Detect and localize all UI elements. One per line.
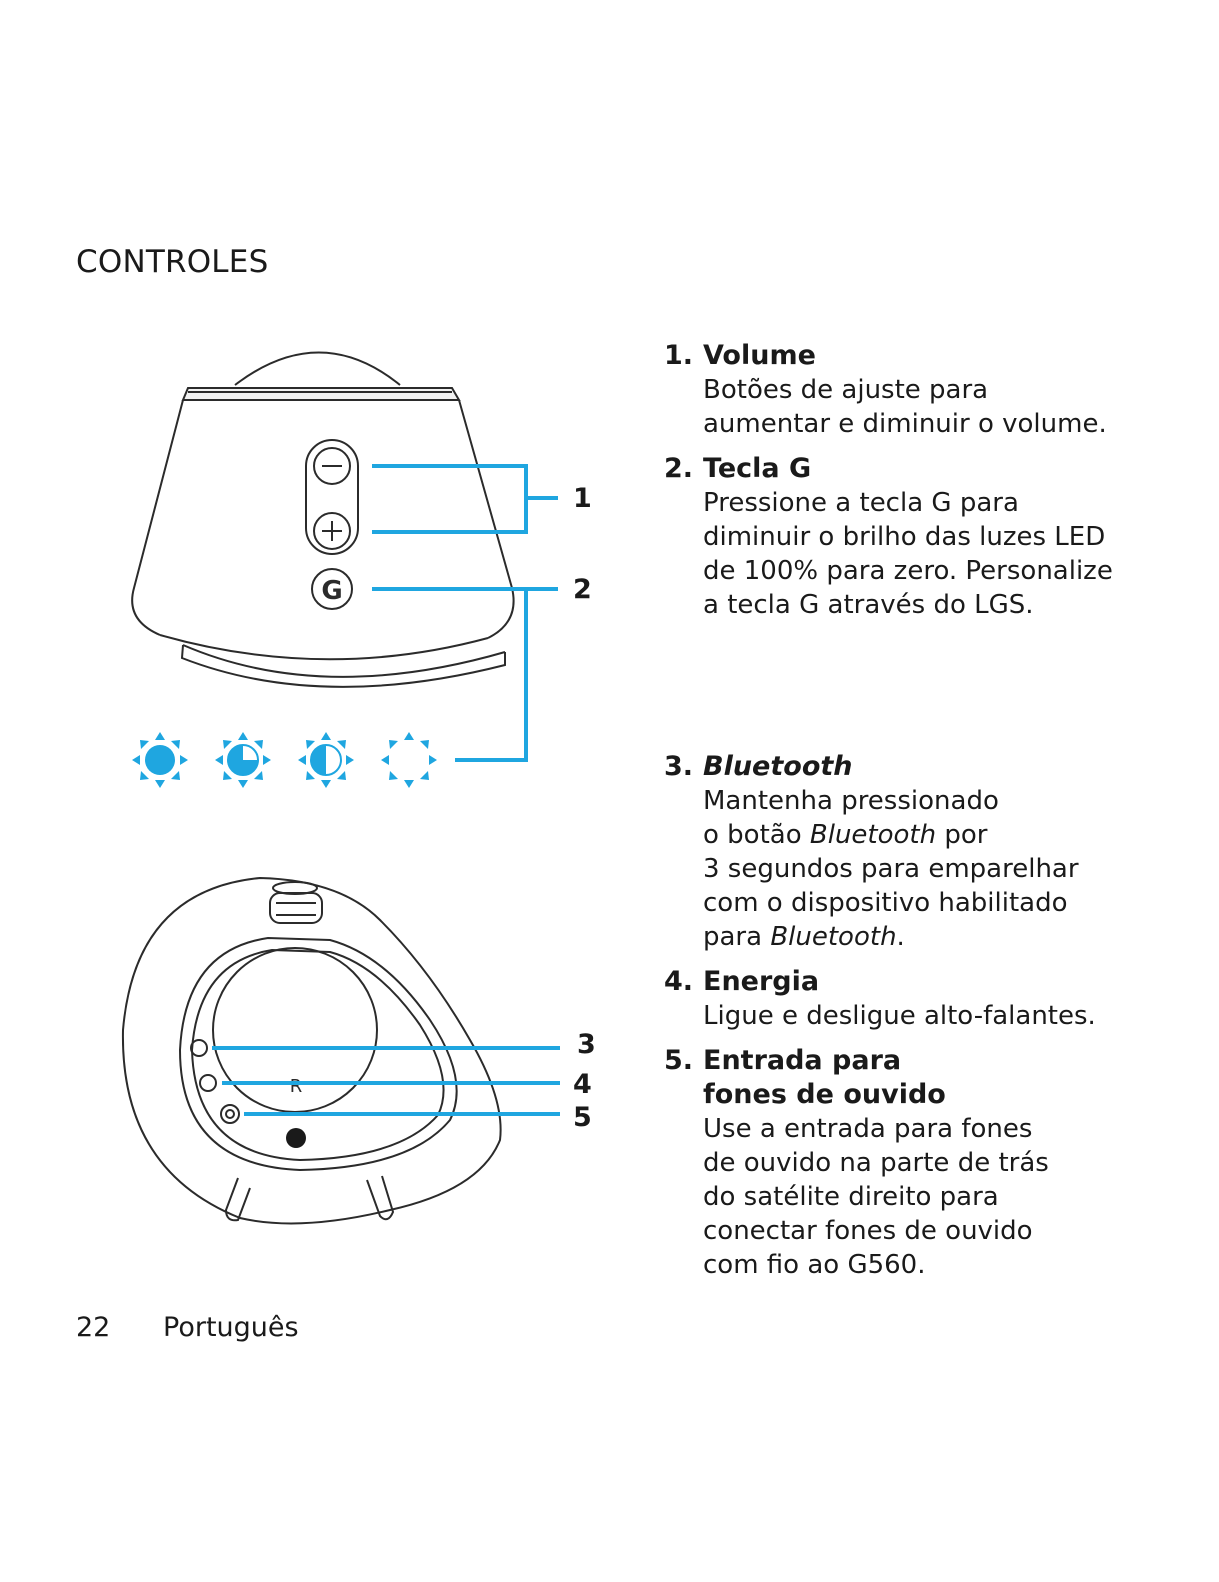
power-button-icon	[200, 1075, 216, 1091]
callout-5: 5	[573, 1102, 592, 1133]
bluetooth-button-icon	[191, 1040, 207, 1056]
callout-4: 4	[573, 1069, 592, 1100]
item-number: 1.	[664, 340, 694, 371]
item-title: Tecla G	[703, 453, 812, 484]
item-desc-line: de ouvido na parte de trás	[703, 1148, 1049, 1178]
item-desc-line	[703, 920, 1184, 954]
item-desc-line: Pressione a tecla G para	[703, 488, 1019, 518]
item-desc-line: conectar fones de ouvido	[703, 1216, 1033, 1246]
item-number: 4.	[664, 966, 694, 997]
item-desc-line	[703, 818, 1184, 852]
list-item-headphone	[664, 1044, 1184, 1282]
item-desc-line: Botões de ajuste para	[703, 375, 989, 405]
speaker-rear-view	[123, 878, 501, 1223]
page-title: CONTROLES	[76, 244, 269, 280]
item-desc-line: Mantenha pressionado	[703, 786, 999, 816]
led-50-icon	[298, 732, 354, 788]
list-item-g-key	[664, 452, 1184, 622]
satellite-side-label: R	[289, 1076, 303, 1097]
item-desc-line: Ligue e desligue alto-falantes.	[703, 1001, 1096, 1031]
item-desc-line: com o dispositivo habilitado	[703, 888, 1068, 918]
text-run: por	[936, 820, 988, 850]
callout-1: 1	[573, 483, 592, 514]
item-title: Entrada para	[703, 1045, 902, 1076]
callout-2: 2	[573, 574, 592, 605]
item-number: 2.	[664, 453, 694, 484]
controls-illustration	[0, 0, 660, 1300]
item-number: 5.	[664, 1045, 694, 1076]
item-desc-line: do satélite direito para	[703, 1182, 999, 1212]
led-75-icon	[215, 732, 271, 788]
callout-lines	[212, 466, 560, 1114]
rear-port-dot	[286, 1128, 306, 1148]
list-item-power	[664, 965, 1184, 1033]
text-run: .	[896, 922, 905, 952]
page-number: 22	[76, 1312, 111, 1343]
item-desc-line: com fio ao G560.	[703, 1250, 926, 1280]
item-desc-line: 3 segundos para emparelhar	[703, 854, 1079, 884]
controls-list-top	[664, 339, 1184, 622]
item-title: Energia	[703, 966, 820, 997]
text-run: o botão	[703, 820, 810, 850]
list-item-volume	[664, 339, 1184, 441]
item-desc-line: de 100% para zero. Personalize	[703, 556, 1113, 586]
callout-3: 3	[577, 1029, 596, 1060]
led-brightness-icons	[132, 732, 437, 788]
item-title: fones de ouvido	[703, 1079, 946, 1110]
item-desc-line: a tecla G através do LGS.	[703, 590, 1034, 620]
headphone-jack-icon	[221, 1105, 239, 1123]
speaker-front-view	[132, 353, 513, 687]
item-desc-line: diminuir o brilho das luzes LED	[703, 522, 1106, 552]
led-full-icon	[132, 732, 188, 788]
item-title: Volume	[703, 340, 816, 371]
item-title: Bluetooth	[703, 751, 853, 782]
controls-list-bottom	[664, 750, 1184, 1282]
text-run-italic: Bluetooth	[770, 922, 897, 952]
page-language: Português	[163, 1312, 299, 1343]
item-desc-line: aumentar e diminuir o volume.	[703, 409, 1107, 439]
led-off-icon	[381, 732, 437, 788]
list-item-bluetooth	[664, 750, 1184, 954]
item-number: 3.	[664, 751, 694, 782]
text-run: para	[703, 922, 771, 952]
text-run-italic: Bluetooth	[809, 820, 937, 850]
svg-text:G: G	[321, 576, 343, 606]
item-desc-line: Use a entrada para fones	[703, 1114, 1033, 1144]
